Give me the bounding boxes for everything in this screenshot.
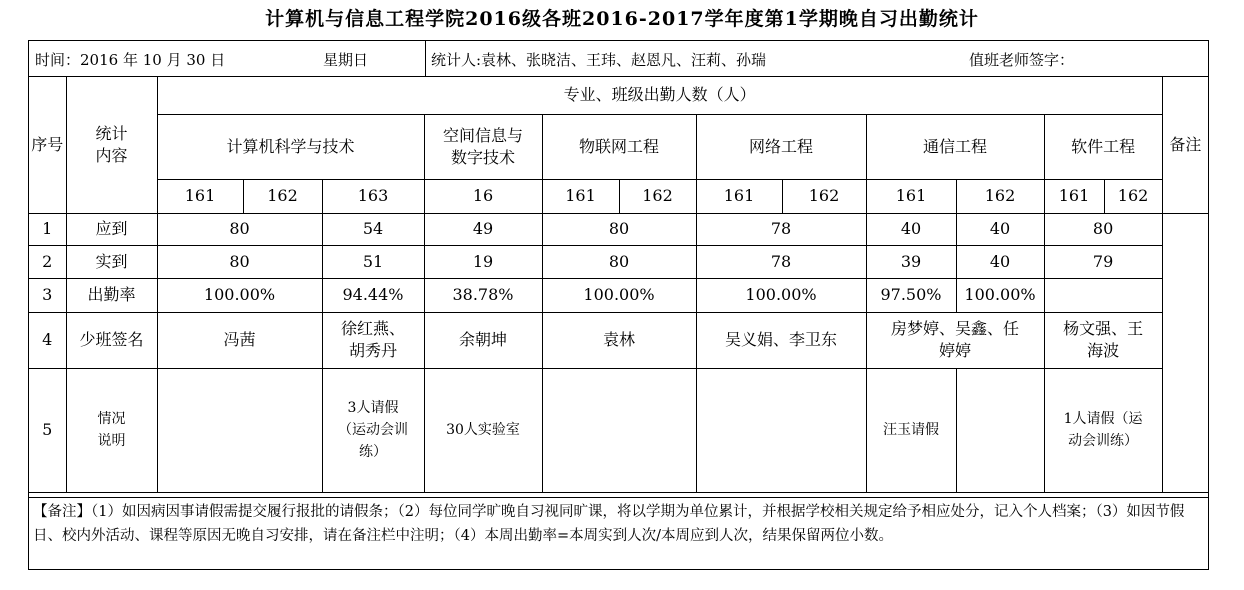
remarks-note: 【备注】（1）如因病因事请假需提交履行报批的请假条；（2）每位同学旷晚自习视同旷课，将以学期为单位累计，并根据学校相关规定给予相应处分，记入个人档案；（3）如因节假日、校内外活动、课程等原因无晚自习安排，请在备注栏中注明；（4）本周出勤率=本周实到人次/本周应到人次，结果保留两位小数。	[29, 497, 1208, 548]
major-network: 网络工程	[696, 114, 866, 179]
table-row	[29, 213, 1208, 245]
value-cell: 40	[866, 213, 956, 245]
class-cell: 161	[696, 179, 782, 213]
table-row	[29, 312, 1208, 368]
class-cell: 163	[322, 179, 424, 213]
value-cell: 80	[542, 245, 696, 278]
value-cell: 49	[424, 213, 542, 245]
situation-cell	[696, 368, 866, 492]
sign-cell: 冯茜	[157, 312, 322, 368]
class-cell: 162	[782, 179, 866, 213]
teacher-sign-label: 值班老师签字：	[969, 51, 1075, 69]
value-cell: 40	[956, 213, 1044, 245]
attendance-sheet	[28, 40, 1209, 570]
value-cell: 80	[1044, 213, 1162, 245]
seq-cell: 2	[29, 245, 66, 278]
value-cell: 38.78%	[424, 278, 542, 312]
class-cell: 161	[157, 179, 243, 213]
table-row	[29, 245, 1208, 278]
value-cell: 79	[1044, 245, 1162, 278]
remark-header: 备注	[1162, 77, 1208, 213]
situation-cell	[542, 368, 696, 492]
seq-cell: 3	[29, 278, 66, 312]
value-cell: 80	[157, 213, 322, 245]
value-cell	[1044, 278, 1162, 312]
value-cell: 100.00%	[696, 278, 866, 312]
stats-people-text: 统计人:袁林、张晓洁、王玮、赵恩凡、汪莉、孙瑞	[431, 51, 767, 69]
attendance-table	[29, 77, 1208, 493]
weekday-text: 星期日	[323, 51, 369, 69]
remark-cell	[1162, 213, 1208, 492]
class-cell: 162	[1104, 179, 1162, 213]
table-row	[29, 278, 1208, 312]
sign-cell: 袁林	[542, 312, 696, 368]
situation-cell: 汪玉请假	[866, 368, 956, 492]
seq-cell: 1	[29, 213, 66, 245]
value-cell: 39	[866, 245, 956, 278]
info-row	[29, 41, 1208, 77]
major-cs: 计算机科学与技术	[157, 114, 424, 179]
value-cell: 78	[696, 213, 866, 245]
class-cell: 162	[619, 179, 696, 213]
situation-cell: 3人请假 （运动会训 练）	[322, 368, 424, 492]
sign-cell: 徐红燕、 胡秀丹	[322, 312, 424, 368]
sign-cell: 吴义娟、李卫东	[696, 312, 866, 368]
value-cell: 40	[956, 245, 1044, 278]
value-cell: 100.00%	[956, 278, 1044, 312]
situation-cell: 1人请假（运 动会训练）	[1044, 368, 1162, 492]
class-cell: 161	[1044, 179, 1104, 213]
value-cell: 80	[157, 245, 322, 278]
sign-cell: 房梦婷、吴鑫、任 婷婷	[866, 312, 1044, 368]
value-cell: 100.00%	[157, 278, 322, 312]
value-cell: 54	[322, 213, 424, 245]
major-comm: 通信工程	[866, 114, 1044, 179]
class-cell: 16	[424, 179, 542, 213]
content-header: 统计 内容	[66, 77, 157, 213]
situation-cell: 30人实验室	[424, 368, 542, 492]
table-row	[29, 368, 1208, 492]
row-label: 实到	[66, 245, 157, 278]
major-iot: 物联网工程	[542, 114, 696, 179]
page-title: 计算机与信息工程学院2016级各班2016-2017学年度第1学期晚自习出勤统计	[265, 8, 979, 30]
sign-cell: 余朝坤	[424, 312, 542, 368]
value-cell: 100.00%	[542, 278, 696, 312]
seq-cell: 5	[29, 368, 66, 492]
value-cell: 94.44%	[322, 278, 424, 312]
row-label: 应到	[66, 213, 157, 245]
seq-cell: 4	[29, 312, 66, 368]
value-cell: 80	[542, 213, 696, 245]
situation-cell	[157, 368, 322, 492]
major-spatial: 空间信息与 数字技术	[424, 114, 542, 179]
value-cell: 78	[696, 245, 866, 278]
date-text: 时间：2016 年 10 月 30 日	[35, 51, 226, 69]
class-cell: 161	[866, 179, 956, 213]
major-software: 软件工程	[1044, 114, 1162, 179]
row-label: 少班签名	[66, 312, 157, 368]
row-label: 情况 说明	[66, 368, 157, 492]
row-label: 出勤率	[66, 278, 157, 312]
value-cell: 97.50%	[866, 278, 956, 312]
group-header: 专业、班级出勤人数（人）	[157, 77, 1162, 114]
value-cell: 51	[322, 245, 424, 278]
value-cell: 19	[424, 245, 542, 278]
class-cell: 161	[542, 179, 619, 213]
class-cell: 162	[243, 179, 322, 213]
sign-cell: 杨文强、王 海波	[1044, 312, 1162, 368]
situation-cell	[956, 368, 1044, 492]
seq-header: 序号	[29, 77, 66, 213]
class-cell: 162	[956, 179, 1044, 213]
